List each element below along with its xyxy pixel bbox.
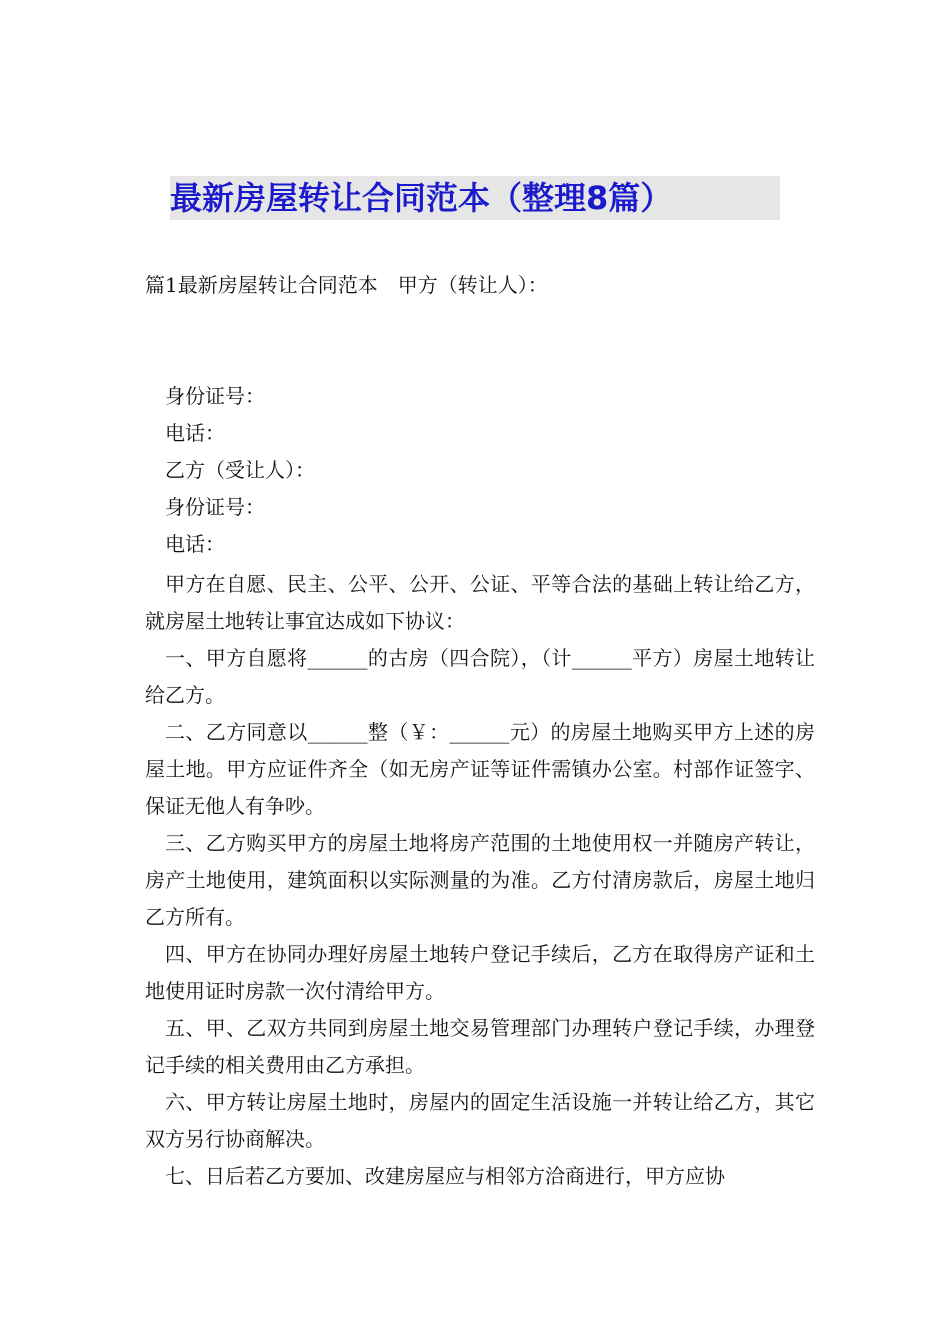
paragraph-clause-5: 五、甲、乙双方共同到房屋土地交易管理部门办理转户登记手续，办理登记手续的相关费用由乙方承担。 [145, 1016, 815, 1077]
party-a-phone-field: 电话： [165, 421, 225, 445]
paragraph-clause-6: 六、甲方转让房屋土地时，房屋内的固定生活设施一并转让给乙方，其它双方另行协商解决。 [145, 1090, 815, 1151]
paragraph-intro: 甲方在自愿、民主、公平、公开、公证、平等合法的基础上转让给乙方，就房屋土地转让事宜达成如下协议： [145, 572, 815, 633]
paragraph-clause-2: 二、乙方同意以______整（￥：______元）的房屋土地购买甲方上述的房屋土地。甲方应证件齐全（如无房产证等证件需镇办公室。村部作证签字、保证无他人有争吵。 [145, 720, 815, 818]
paragraph-clause-1: 一、甲方自愿将______的古房（四合院），（计______平方）房屋土地转让给乙方。 [145, 646, 815, 707]
document-title: 最新房屋转让合同范本（整理8篇） [170, 179, 673, 217]
party-a-id-field: 身份证号： [165, 384, 265, 408]
title-highlight [170, 176, 780, 220]
party-b-phone-field: 电话： [165, 532, 225, 556]
paragraph-clause-3: 三、乙方购买甲方的房屋土地将房产范围的土地使用权一并随房产转让，房产土地使用，建筑面积以实际测量的为准。乙方付清房款后，房屋土地归乙方所有。 [145, 831, 815, 929]
paragraph-clause-7: 七、日后若乙方要加、改建房屋应与相邻方洽商进行，甲方应协 [165, 1164, 725, 1188]
party-b-label: 乙方（受让人）： [165, 458, 315, 482]
section-heading: 篇1最新房屋转让合同范本 甲方（转让人）： [145, 273, 548, 297]
contract-body [145, 566, 815, 1195]
party-b-id-field: 身份证号： [165, 495, 265, 519]
paragraph-clause-4: 四、甲方在协同办理好房屋土地转户登记手续后，乙方在取得房产证和土地使用证时房款一次付清给甲方。 [145, 942, 815, 1003]
